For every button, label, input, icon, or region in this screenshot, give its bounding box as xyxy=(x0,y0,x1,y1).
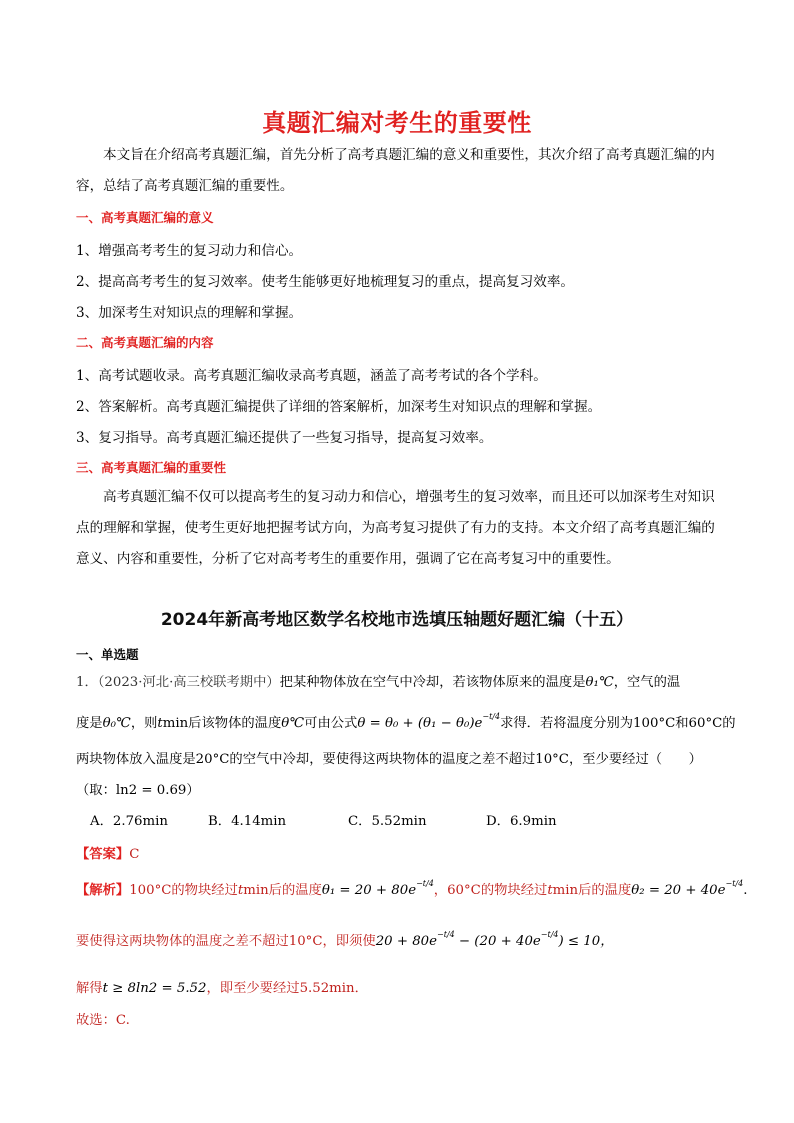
solution-inequality: t ≥ 8ln2 = 5.52 xyxy=(102,981,207,996)
equation-2: $\theta_2 = 20 + 40e^{-t/4}$ xyxy=(631,879,744,898)
question-line-1: 1．（2023·河北·高三校联考期中）把某种物体放在空气中冷却，若该物体原来的温度是θ₁℃，空气的温 xyxy=(76,675,681,690)
section-heading-3: 三、高考真题汇编的重要性 xyxy=(76,460,227,475)
option-a: A．2.76min xyxy=(90,814,168,829)
analysis-line-2: 要使得这两块物体的温度之差不超过10°C，即须使$20 + 80e^{-t/4} - (20 + 40e^{-t/4}) \le 10$， xyxy=(76,930,614,949)
answer-tag: 【答案】 xyxy=(76,847,130,862)
section-heading-2: 二、高考真题汇编的内容 xyxy=(76,335,214,350)
theta0-symbol: θ₀℃ xyxy=(102,716,131,731)
answer-value: C xyxy=(129,847,140,862)
equation-1: $\theta_1 = 20 + 80e^{-t/4}$ xyxy=(321,879,434,898)
list-item: 3、复习指导。高考真题汇编还提供了一些复习指导，提高复习效率。 xyxy=(76,430,493,446)
list-item: 2、答案解析。高考真题汇编提供了详细的答案解析，加深考生对知识点的理解和掌握。 xyxy=(76,399,602,415)
solution-line: 解得t ≥ 8ln2 = 5.52，即至少要经过5.52min． xyxy=(76,981,368,996)
choose-line: 故选：C. xyxy=(76,1013,130,1028)
option-c: C．5.52min xyxy=(348,814,427,829)
option-d: D．6.9min xyxy=(486,814,557,829)
list-item: 2、提高高考考生的复习效率。使考生能够更好地梳理复习的重点，提高复习效率。 xyxy=(76,274,575,290)
section-label: 一、单选题 xyxy=(76,647,139,662)
question-source: 1．（2023·河北·高三校联考期中） xyxy=(76,675,280,690)
list-item: 3、加深考生对知识点的理解和掌握。 xyxy=(76,305,303,321)
list-item: 1、增强高考考生的复习动力和信心。 xyxy=(76,243,303,259)
question-line-2: 度是θ₀℃，则tmin后该物体的温度θ℃可由公式$\theta = \theta_0 + (\theta_1 - \theta_0)e^{-t/4}$求得．若将温度分别为100°C和60°C的 xyxy=(76,712,736,731)
conclusion-paragraph: 高考真题汇编不仅可以提高考生的复习动力和信心，增强考生的复习效率，而且还可以加深考生对知识点的理解和掌握，使考生更好地把握考试方向，为高考复习提供了有力的支持。本文介绍了高考真题汇编的意义、内容和重要性，分析了它对高考考生的重要作用，强调了它在高考复习中的重要性。 xyxy=(76,489,715,567)
page-title: 真题汇编对考生的重要性 xyxy=(262,109,532,137)
list-item: 1、高考试题收录。高考真题汇编收录高考真题，涵盖了高考考试的各个学科。 xyxy=(76,368,547,384)
exam-title: 2024年新高考地区数学名校地市选填压轴题好题汇编（十五） xyxy=(160,610,634,630)
answer-line xyxy=(76,843,139,862)
theta1-symbol: θ₁℃ xyxy=(585,675,614,690)
question-line-3: 两块物体放入温度是20°C的空气中冷却，要使得这两块物体的温度之差不超过10°C，至少要经过（ ） xyxy=(76,752,702,767)
analysis-tag: 【解析】 xyxy=(76,883,130,898)
question-hint: （取：ln2 = 0.69） xyxy=(76,783,200,798)
analysis-line-1: 【解析】100°C的物块经过tmin后的温度$\theta_1 = 20 + 80e^{-t/4}$，60°C的物块经过tmin后的温度$\theta_2 = 20 + 40e^{-t/4}$. xyxy=(76,879,748,898)
option-b: B．4.14min xyxy=(208,814,287,829)
inequality: $20 + 80e^{-t/4} - (20 + 40e^{-t/4}) \le 10$， xyxy=(375,930,614,949)
intro-paragraph: 本文旨在介绍高考真题汇编，首先分析了高考真题汇编的意义和重要性，其次介绍了高考真题汇编的内容，总结了高考真题汇编的重要性。 xyxy=(76,147,715,194)
section-heading-1: 一、高考真题汇编的意义 xyxy=(76,210,214,225)
cooling-formula: $\theta = \theta_0 + (\theta_1 - \theta_0)e^{-t/4}$ xyxy=(357,712,501,731)
